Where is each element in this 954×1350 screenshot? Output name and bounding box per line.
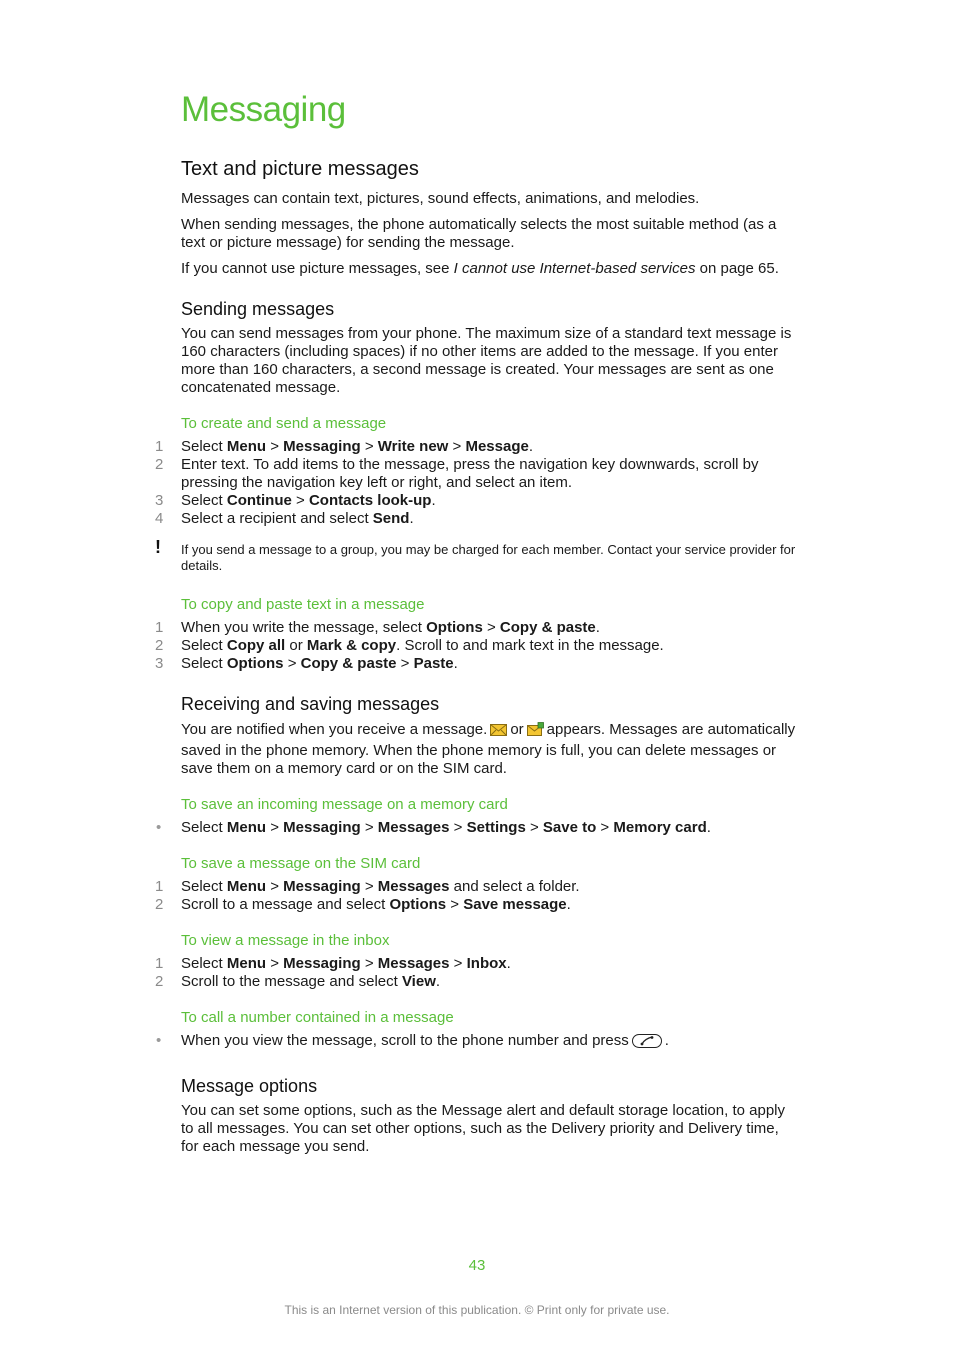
message-picture-icon [527,722,544,742]
list-item: 2 Select Copy all or Mark & copy. Scroll to and mark text in the message. [155,637,664,654]
call-key-icon [632,1034,662,1053]
list-item: 3 Select Continue > Contacts look-up. [155,492,436,509]
page-content [155,88,799,1156]
procedure-heading-copy-paste: To copy and paste text in a message [181,596,425,613]
steps-list [155,438,799,528]
subsection-heading-message-options: Message options [181,1076,318,1096]
subsection-heading-receiving: Receiving and saving messages [181,694,440,714]
list-item: 1 Select Menu > Messaging > Messages > Inbox. [155,955,511,972]
procedure-heading-sim-card: To save a message on the SIM card [181,855,421,872]
list-item: 4 Select a recipient and select Send. [155,510,414,527]
bullet-list [156,1032,799,1053]
steps-list [155,878,799,914]
procedure-heading-create-send: To create and send a message [181,415,387,432]
section-heading-text-picture: Text and picture messages [181,158,419,180]
procedure-heading-memory-card: To save an incoming message on a memory card [181,796,508,813]
list-item: 2 Scroll to a message and select Options > Save message. [155,896,571,913]
paragraph: Messages can contain text, pictures, sound effects, animations, and melodies. [181,190,700,207]
paragraph: You can send messages from your phone. The maximum size of a standard text message is 160 characters (including spaces) if no other items are added to the message. If you enter more than 160 characters, a second message is created. Your messages are sent as one concatenated message. [181,325,792,396]
footer-note: This is an Internet version of this publication. © Print only for private use. [284,1303,670,1317]
page-number: 43 [468,1257,486,1274]
message-envelope-icon [490,723,507,742]
bullet-list [156,819,799,837]
bullet-icon: • [156,819,162,836]
warning-exclamation-icon: ! [155,537,161,557]
bullet-icon: • [156,1032,162,1049]
paragraph: If you cannot use picture messages, see I cannot use Internet-based services on page 65. [181,260,779,277]
cross-reference-link[interactable]: I cannot use Internet-based services [453,260,696,277]
procedure-heading-inbox: To view a message in the inbox [181,932,390,949]
list-item: 1 Select Menu > Messaging > Write new > Message. [155,438,534,455]
list-item: 2 Enter text. To add items to the message, press the navigation key downwards, scroll by pressing the navigation key left or right, and select an item. [155,456,759,491]
list-item: • Select Menu > Messaging > Messages > Settings > Save to > Memory card. [156,819,711,836]
paragraph: You are notified when you receive a message. or appears. Messages are automatically saved in the phone memory. When the phone memory is full, you can delete messages or save them on a memory card or on the SIM card. [181,721,796,777]
steps-list [155,619,799,673]
list-item: • When you view the message, scroll to the phone number and press . [181,1032,799,1053]
page-title: Messaging [181,90,346,129]
warning-note: ! If you send a message to a group, you may be charged for each member. Contact your service provider for details. [155,537,796,573]
subsection-heading-sending: Sending messages [181,299,335,319]
list-item: 2 Scroll to the message and select View. [155,973,441,990]
paragraph: You can set some options, such as the Message alert and default storage location, to apply to all messages. You can set other options, such as the Delivery priority and Delivery time, for each message you send. [181,1102,785,1155]
paragraph: When sending messages, the phone automatically selects the most suitable method (as a text or picture message) for sending the message. [181,216,777,251]
procedure-heading-call-number: To call a number contained in a message [181,1009,454,1026]
steps-list [155,955,799,991]
list-item: 1 When you write the message, select Options > Copy & paste. [155,619,600,636]
list-item: 3 Select Options > Copy & paste > Paste. [155,655,458,672]
list-item: 1 Select Menu > Messaging > Messages and select a folder. [155,878,580,895]
